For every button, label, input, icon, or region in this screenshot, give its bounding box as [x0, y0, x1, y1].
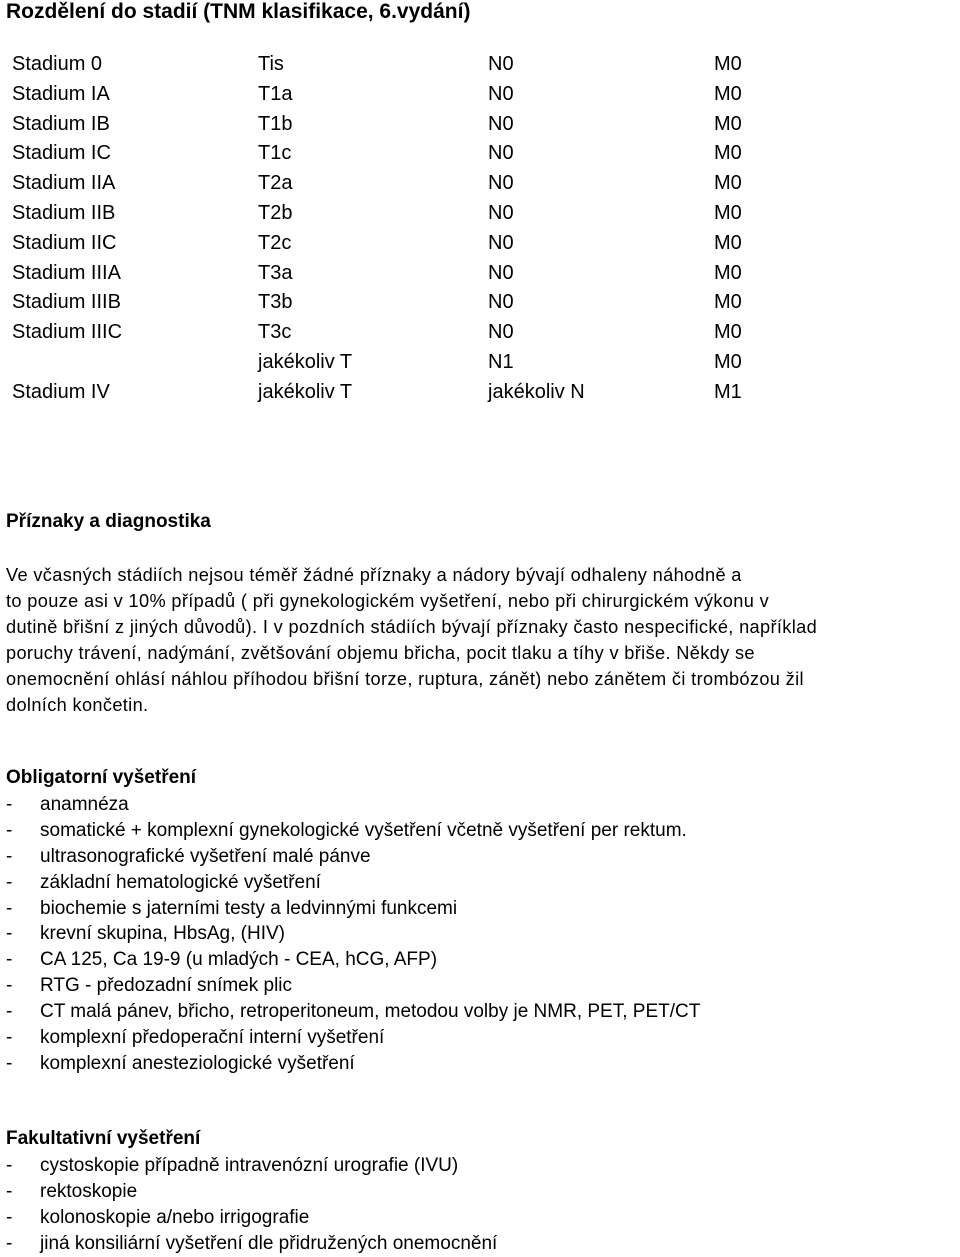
bullet-dash: - [6, 1001, 13, 1023]
t-value: jakékoliv T [258, 380, 353, 403]
symptoms-paragraph [6, 562, 958, 718]
paragraph-line: dutině břišní z jiných důvodů). I v pozdních stádiích bývají příznaky často nespecifické, například [6, 617, 818, 637]
list-item-text: komplexní předoperační interní vyšetření [40, 1027, 385, 1049]
n-value: N0 [488, 172, 514, 195]
t-value: T3b [258, 291, 293, 314]
stage-name: Stadium IIIC [12, 321, 123, 344]
bullet-dash: - [6, 794, 13, 815]
n-value: N0 [488, 231, 514, 254]
list-item-text: jiná konsiliární vyšetření dle přidružených onemocnění [40, 1232, 498, 1254]
list-item-text: ultrasonografické vyšetření malé pánve [40, 845, 371, 867]
m-value: M1 [714, 380, 742, 403]
stage-name: Stadium IC [12, 142, 111, 165]
n-value: N0 [488, 82, 514, 105]
n-value: N0 [488, 112, 514, 135]
m-value: M0 [714, 321, 742, 344]
list-item-text: biochemie s jaterními testy a ledvinnými funkcemi [40, 897, 458, 919]
bullet-dash: - [6, 819, 13, 841]
staging-title: Rozdělení do stadií (TNM klasifikace, 6.vydání) [6, 0, 471, 23]
m-value: M0 [714, 82, 742, 105]
stage-name: Stadium IIC [12, 231, 117, 254]
stage-name: Stadium 0 [12, 53, 103, 75]
n-value: N0 [488, 321, 514, 344]
list-item-text: somatické + komplexní gynekologické vyšetření včetně vyšetření per rektum. [40, 819, 687, 841]
m-value: M0 [714, 142, 742, 165]
t-value: T1c [258, 142, 292, 165]
t-value: T3a [258, 261, 293, 284]
symptoms-heading: Příznaky a diagnostika [6, 511, 211, 532]
t-value: jakékoliv T [258, 350, 353, 373]
stage-name: Stadium IB [12, 112, 110, 135]
bullet-dash: - [6, 1155, 13, 1176]
n-value: N0 [488, 201, 514, 224]
m-value: M0 [714, 201, 742, 224]
list-item-text: CA 125, Ca 19-9 (u mladých - CEA, hCG, AFP) [40, 949, 438, 971]
stage-name: Stadium IV [12, 380, 110, 403]
optional-heading: Fakultativní vyšetření [6, 1128, 201, 1149]
t-value: T1b [258, 112, 293, 135]
stage-name: Stadium IIB [12, 201, 116, 224]
n-value: N0 [488, 261, 514, 284]
n-value: N0 [488, 53, 514, 75]
bullet-dash: - [6, 923, 13, 945]
bullet-dash: - [6, 1027, 13, 1049]
m-value: M0 [714, 291, 742, 314]
mandatory-heading: Obligatorní vyšetření [6, 767, 197, 788]
list-item-text: rektoskopie [40, 1180, 138, 1202]
m-value: M0 [714, 350, 742, 373]
list-item-text: krevní skupina, HbsAg, (HIV) [40, 923, 285, 945]
n-value: N0 [488, 291, 514, 314]
stage-name: Stadium IIA [12, 172, 116, 195]
t-value: T3c [258, 321, 292, 344]
t-value: Tis [258, 53, 284, 75]
m-value: M0 [714, 172, 742, 195]
paragraph-line: poruchy trávení, nadýmání, zvětšování objemu břicha, pocit tlaku a tíhy v břiše. Někdy se [6, 643, 755, 663]
stage-name: Stadium IIIB [12, 291, 121, 314]
n-value: N1 [488, 350, 514, 373]
paragraph-line: to pouze asi v 10% případů ( při gynekologickém vyšetření, nebo při chirurgickém výkonu v [6, 591, 770, 611]
bullet-dash: - [6, 949, 13, 971]
bullet-dash: - [6, 897, 13, 919]
t-value: T2c [258, 231, 292, 254]
bullet-dash: - [6, 1206, 13, 1228]
t-value: T1a [258, 82, 293, 105]
paragraph-line: dolních končetin. [6, 695, 149, 715]
bullet-dash: - [6, 871, 13, 893]
bullet-dash: - [6, 1180, 13, 1202]
bullet-dash: - [6, 845, 13, 867]
list-item-text: kolonoskopie a/nebo irrigografie [40, 1206, 310, 1228]
list-item-text: cystoskopie případně intravenózní urografie (IVU) [40, 1155, 459, 1176]
n-value: jakékoliv N [488, 380, 585, 403]
list-item-text: základní hematologické vyšetření [40, 871, 321, 893]
paragraph-line: onemocnění ohlásí náhlou příhodou břišní torze, ruptura, zánět) nebo zánětem či trombózou žil [6, 669, 804, 689]
paragraph-line: Ve včasných stádiích nejsou téměř žádné příznaky a nádory bývají odhaleny náhodně a [6, 565, 742, 585]
bullet-dash: - [6, 1232, 13, 1254]
bullet-dash: - [6, 1052, 13, 1074]
stage-name: Stadium IIIA [12, 261, 121, 284]
t-value: T2a [258, 172, 293, 195]
m-value: M0 [714, 261, 742, 284]
list-item-text: RTG - předozadní snímek plic [40, 975, 293, 997]
m-value: M0 [714, 53, 742, 75]
m-value: M0 [714, 231, 742, 254]
m-value: M0 [714, 112, 742, 135]
list-item-text: CT malá pánev, břicho, retroperitoneum, metodou volby je NMR, PET, PET/CT [40, 1001, 701, 1023]
t-value: T2b [258, 201, 293, 224]
list-item-text: anamnéza [40, 794, 129, 815]
stage-name: Stadium IA [12, 82, 110, 105]
list-item-text: komplexní anesteziologické vyšetření [40, 1052, 355, 1074]
n-value: N0 [488, 142, 514, 165]
bullet-dash: - [6, 975, 13, 997]
